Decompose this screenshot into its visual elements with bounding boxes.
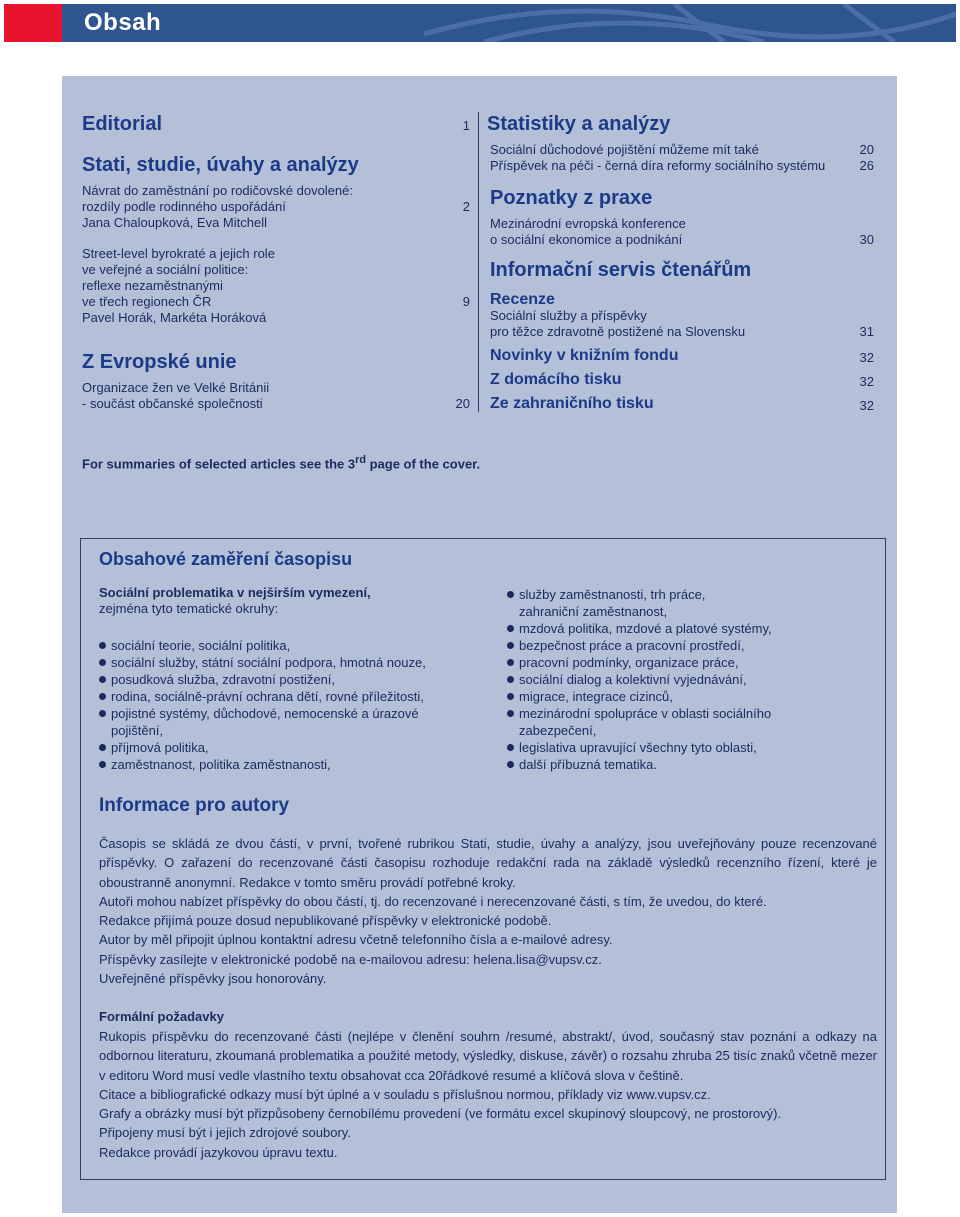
list-item: rodina, sociálně-právní ochrana dětí, rovné příležitosti, — [99, 688, 469, 705]
page-number: 20 — [859, 142, 874, 157]
summary-note: For summaries of selected articles see the 3rd page of the cover. — [82, 454, 481, 472]
section-evropske: Z Evropské unie — [82, 351, 237, 373]
section-stati: Stati, studie, úvahy a analýzy — [82, 154, 359, 176]
section-informacni: Informační servis čtenářům — [490, 259, 752, 281]
subsection-recenze: Recenze — [490, 291, 555, 308]
page-number: 2 — [462, 199, 470, 214]
page-number: 32 — [859, 398, 874, 413]
authors-text: Časopis se skládá ze dvou částí, v první, tvořené rubrikou Stati, studie, úvahy a analýzy, jsou uveřejňovány pouze recenzované příspěvky. O zařazení do recenzované části časopisu rozhoduje redakční rada na základě výsledků recenzního řízení, které je oboustranně anonymní. Redakce v tomto směru provádí potřebné kroky. Autoři mohou nabízet příspěvky do obou částí, tj. do recenzované i nerecenzované části, s tím, že uvedou, do které. Redakce přijímá pouze dosud nepublikované příspěvky v elektronické podobě. Autor by měl připojit úplnou kontaktní adresu včetně telefonního čísla a e-mailové adresy. Příspěvky zasílejte v elektronické podobě na e-mailovou adresu: helena.lisa@vupsv.cz. Uveřejněné příspěvky jsou honorovány. — [99, 836, 877, 987]
section-statistiky: Statistiky a analýzy — [487, 113, 671, 135]
contents-panel — [62, 76, 897, 1213]
page-header — [4, 4, 956, 42]
header-accent-block — [4, 4, 62, 42]
page-number: 1 — [462, 118, 470, 133]
list-item: sociální služby, státní sociální podpora, hmotná nouze, — [99, 654, 469, 671]
toc-entry: Mezinárodní evropská konference o sociální ekonomice a podnikání — [490, 216, 686, 247]
page-number: 32 — [859, 350, 874, 365]
formal-text: Rukopis příspěvku do recenzované části (nejlépe v členění souhrn /resumé, abstrakt/, úvod, současný stav poznání a odkazy na odbornou literaturu, zkoumaná problematika a použité metody, výsledky, diskuse, závěr) o rozsahu zhruba 25 tisíc znaků včetně mezer v editoru Word musí vedle vlastního textu obsahovat cca 20řádkové resumé a klíčová slova v češtině. Citace a bibliografické odkazy musí být úplné a v souladu s příslušnou normou, příklady viz www.vupsv.cz. Grafy a obrázky musí být přizpůsobeny černobílému provedení (ve formátu excel skupinový sloupcový, ne prostorový). Připojeny musí být i jejich zdrojové soubory. Redakce provádí jazykovou úpravu textu. — [99, 1029, 877, 1160]
list-item: sociální teorie, sociální politika, — [99, 637, 469, 654]
page-number: 9 — [462, 294, 470, 309]
subsection-domaci: Z domácího tisku — [490, 371, 622, 388]
focus-list-right — [507, 586, 797, 773]
toc-entry: Street-level byrokraté a jejich role ve veřejné a sociální politice: reflexe nezaměstnanými ve třech regionech ČR Pavel Horák, Markéta Horáková — [82, 246, 275, 325]
list-item: posudková služba, zdravotní postižení, — [99, 671, 469, 688]
globe-decoration-icon — [424, 4, 956, 42]
page-number: 30 — [859, 232, 874, 247]
section-editorial: Editorial — [82, 113, 163, 135]
list-item: bezpečnost práce a pracovní prostředí, — [507, 637, 797, 654]
list-item: pojistné systémy, důchodové, nemocenské a úrazové pojištění, — [99, 705, 441, 739]
list-item: legislativa upravující všechny tyto oblasti, — [507, 739, 797, 756]
list-item: sociální dialog a kolektivní vyjednávání, — [507, 671, 797, 688]
focus-intro: Sociální problematika v nejširším vymezení, zejména tyto tematické okruhy: — [99, 585, 371, 616]
list-item: mzdová politika, mzdové a platové systémy, — [507, 620, 797, 637]
page-number: 20 — [455, 396, 470, 411]
toc-entry: Organizace žen ve Velké Británii - součást občanské společnosti — [82, 380, 270, 411]
focus-list-left — [99, 637, 469, 773]
list-item: příjmová politika, — [99, 739, 469, 756]
list-item: mezinárodní spolupráce v oblasti sociálního zabezpečení, — [507, 705, 789, 739]
subsection-novinky: Novinky v knižním fondu — [490, 347, 679, 364]
toc-entry: Sociální důchodové pojištění můžeme mít také — [490, 142, 759, 157]
formal-title: Formální požadavky — [99, 1009, 224, 1024]
page-number: 32 — [859, 374, 874, 389]
list-item: zaměstnanost, politika zaměstnanosti, — [99, 756, 469, 773]
list-item: migrace, integrace cizinců, — [507, 688, 797, 705]
page-number: 31 — [859, 324, 874, 339]
info-box — [80, 538, 886, 1180]
list-item: pracovní podmínky, organizace práce, — [507, 654, 797, 671]
column-divider — [478, 112, 479, 412]
list-item: další příbuzná tematika. — [507, 756, 797, 773]
list-item: služby zaměstnanosti, trh práce, zahraniční zaměstnanost, — [507, 586, 719, 620]
authors-title: Informace pro autory — [99, 795, 290, 816]
toc-entry: Příspěvek na péči - černá díra reformy sociálního systému — [490, 158, 826, 173]
toc-entry: Návrat do zaměstnání po rodičovské dovolené: rozdíly podle rodinného uspořádání Jana Chaloupková, Eva Mitchell — [82, 183, 353, 230]
focus-title: Obsahové zaměření časopisu — [99, 549, 353, 569]
toc-entry: Sociální služby a příspěvky pro těžce zdravotně postižené na Slovensku — [490, 308, 746, 339]
section-poznatky: Poznatky z praxe — [490, 187, 653, 209]
page-title: Obsah — [84, 9, 162, 36]
subsection-zahranicni: Ze zahraničního tisku — [490, 395, 654, 412]
page-number: 26 — [859, 158, 874, 173]
